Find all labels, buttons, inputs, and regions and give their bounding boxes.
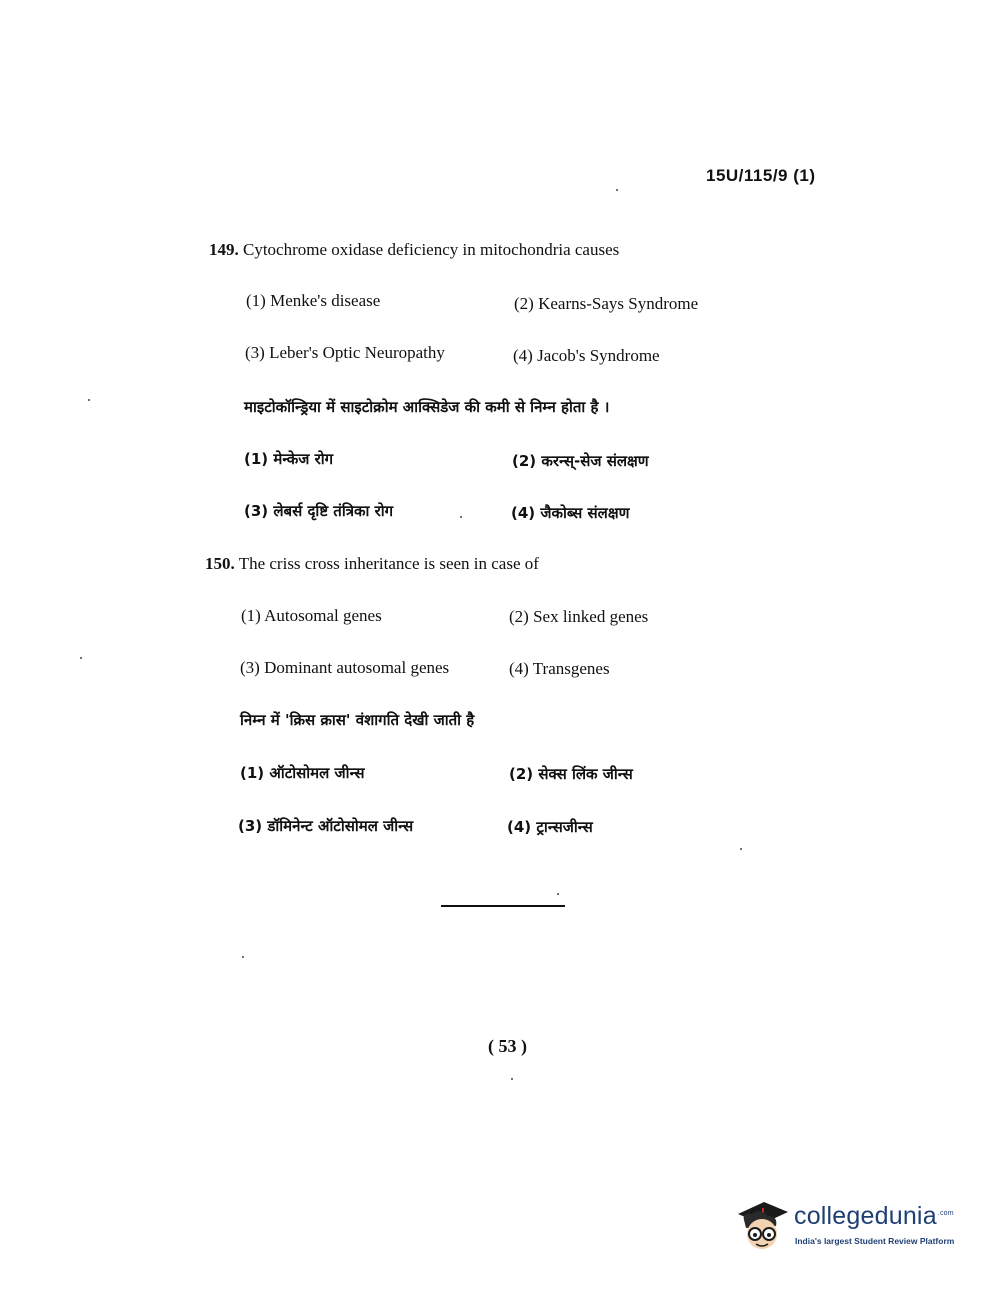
question-text-en: The criss cross inheritance is seen in case of	[238, 554, 539, 573]
question-number: 150.	[205, 554, 235, 573]
scan-speck	[740, 848, 742, 850]
brand-suffix: .com	[937, 1209, 954, 1217]
question-text-en: Cytochrome oxidase deficiency in mitochondria causes	[243, 240, 620, 259]
brand-tagline: India's largest Student Review Platform	[795, 1236, 955, 1246]
scan-speck	[80, 657, 82, 659]
scan-speck	[242, 956, 244, 958]
q150-option-4-hi: (4) ट्रान्सजीन्स	[507, 818, 593, 836]
question-number: 149.	[209, 240, 239, 259]
scan-speck	[557, 893, 559, 895]
q149-option-2-en: (2) Kearns-Says Syndrome	[514, 294, 699, 313]
scan-speck	[511, 1078, 513, 1080]
q149-option-1-hi: (1) मेन्केज रोग	[244, 450, 334, 468]
q149-option-2-hi: (2) करन्स्-सेज संलक्षण	[512, 452, 649, 470]
brand-name-text: collegedunia	[794, 1202, 937, 1230]
page-number: ( 53 )	[488, 1036, 527, 1056]
q150-option-1-en: (1) Autosomal genes	[241, 606, 382, 625]
scan-speck	[616, 189, 618, 191]
question-149	[209, 240, 619, 260]
q150-option-3-hi: (3) डॉमिनेन्ट ऑटोसोमल जीन्स	[238, 817, 414, 835]
question-150	[205, 554, 539, 574]
q150-option-3-en: (3) Dominant autosomal genes	[240, 658, 450, 677]
q149-option-3-hi: (3) लेबर्स दृष्टि तंत्रिका रोग	[244, 502, 394, 520]
collegedunia-logo[interactable]	[734, 1198, 964, 1260]
q150-text-hi: निम्न में 'क्रिस क्रास' वंशागति देखी जाती है	[240, 711, 475, 729]
q149-text-hi: माइटोकॉन्ड्रिया में साइटोक्रोम आक्सिडेज की कमी से निम्न होता है ।	[244, 398, 610, 416]
q149-option-4-hi: (4) जैकोब्स संलक्षण	[511, 504, 630, 522]
q149-option-1-en: (1) Menke's disease	[246, 291, 381, 310]
scan-speck	[460, 516, 462, 518]
q150-option-1-hi: (1) ऑटोसोमल जीन्स	[240, 764, 365, 782]
q149-option-3-en: (3) Leber's Optic Neuropathy	[245, 343, 445, 362]
student-mascot-icon	[734, 1198, 790, 1258]
q150-option-2-hi: (2) सेक्स लिंक जीन्स	[509, 765, 633, 783]
paper-code: 15U/115/9 (1)	[706, 166, 816, 185]
brand-name	[794, 1202, 954, 1231]
end-divider	[441, 905, 565, 907]
scan-speck	[88, 399, 90, 401]
q150-option-4-en: (4) Transgenes	[509, 659, 610, 678]
q149-option-4-en: (4) Jacob's Syndrome	[513, 346, 660, 365]
q150-option-2-en: (2) Sex linked genes	[509, 607, 649, 626]
